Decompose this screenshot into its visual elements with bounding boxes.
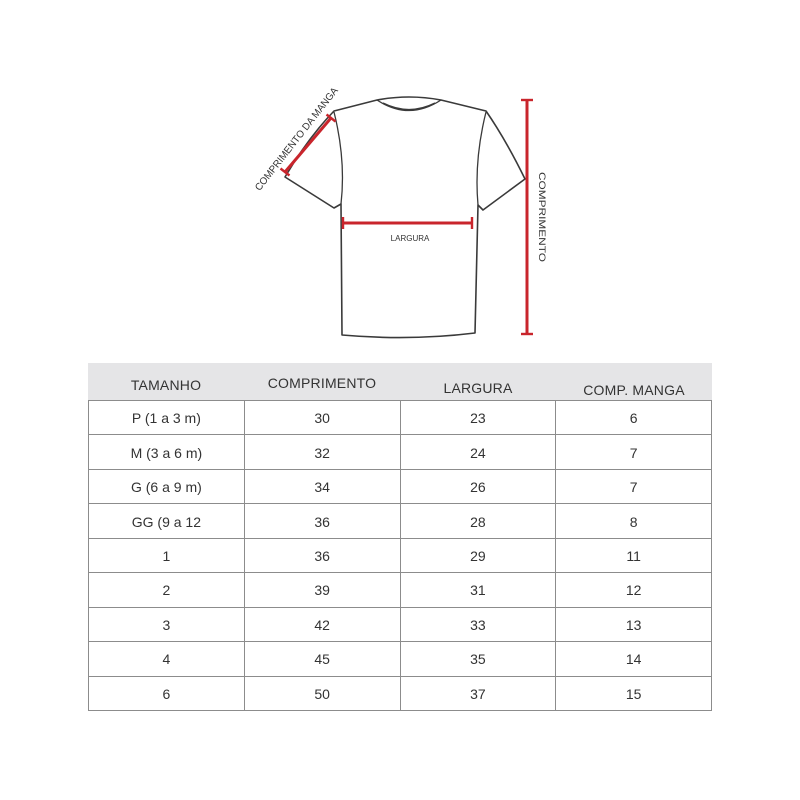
size-cell: M (3 a 6 m) [89, 435, 245, 469]
size-cell: GG (9 a 12 [89, 504, 245, 538]
sleeve-cell: 13 [556, 608, 712, 642]
size-cell: G (6 a 9 m) [89, 470, 245, 504]
size-table-header [88, 363, 712, 401]
header-width: LARGURA [443, 380, 513, 396]
width-cell: 23 [401, 401, 557, 435]
size-cell: 4 [89, 642, 245, 676]
width-cell: 37 [401, 677, 557, 711]
size-cell: P (1 a 3 m) [89, 401, 245, 435]
width-cell: 33 [401, 608, 557, 642]
size-cell: 2 [89, 573, 245, 607]
length-cell: 36 [245, 539, 401, 573]
sleeve-cell: 14 [556, 642, 712, 676]
table-row [89, 677, 712, 711]
width-cell: 28 [401, 504, 557, 538]
sleeve-cell: 12 [556, 573, 712, 607]
width-cell: 24 [401, 435, 557, 469]
sleeve-cell: 6 [556, 401, 712, 435]
size-cell: 1 [89, 539, 245, 573]
sleeve-cell: 7 [556, 470, 712, 504]
length-cell: 32 [245, 435, 401, 469]
width-cell: 35 [401, 642, 557, 676]
length-cell: 42 [245, 608, 401, 642]
table-row [89, 642, 712, 676]
length-cell: 30 [245, 401, 401, 435]
table-row [89, 608, 712, 642]
size-cell: 3 [89, 608, 245, 642]
header-size: TAMANHO [130, 377, 202, 393]
width-label: LARGURA [390, 234, 430, 243]
width-cell: 26 [401, 470, 557, 504]
length-cell: 45 [245, 642, 401, 676]
header-length: COMPRIMENTO [267, 375, 377, 391]
tshirt-outline [285, 97, 525, 338]
table-row [89, 504, 712, 538]
table-row [89, 539, 712, 573]
tshirt-measurement-diagram [0, 0, 800, 360]
table-row [89, 470, 712, 504]
length-cell: 39 [245, 573, 401, 607]
sleeve-cell: 11 [556, 539, 712, 573]
sleeve-length-label: COMPRIMENTO DA MANGA [253, 82, 343, 194]
sleeve-cell: 15 [556, 677, 712, 711]
width-cell: 29 [401, 539, 557, 573]
length-label: COMPRIMENTO [536, 172, 547, 245]
length-cell: 36 [245, 504, 401, 538]
size-cell: 6 [89, 677, 245, 711]
size-table-body [88, 400, 712, 711]
length-cell: 34 [245, 470, 401, 504]
header-sleeve: COMP. MANGA [583, 382, 685, 398]
table-row [89, 435, 712, 469]
sleeve-cell: 7 [556, 435, 712, 469]
width-cell: 31 [401, 573, 557, 607]
length-cell: 50 [245, 677, 401, 711]
table-row [89, 573, 712, 607]
sleeve-cell: 8 [556, 504, 712, 538]
table-row [89, 401, 712, 435]
